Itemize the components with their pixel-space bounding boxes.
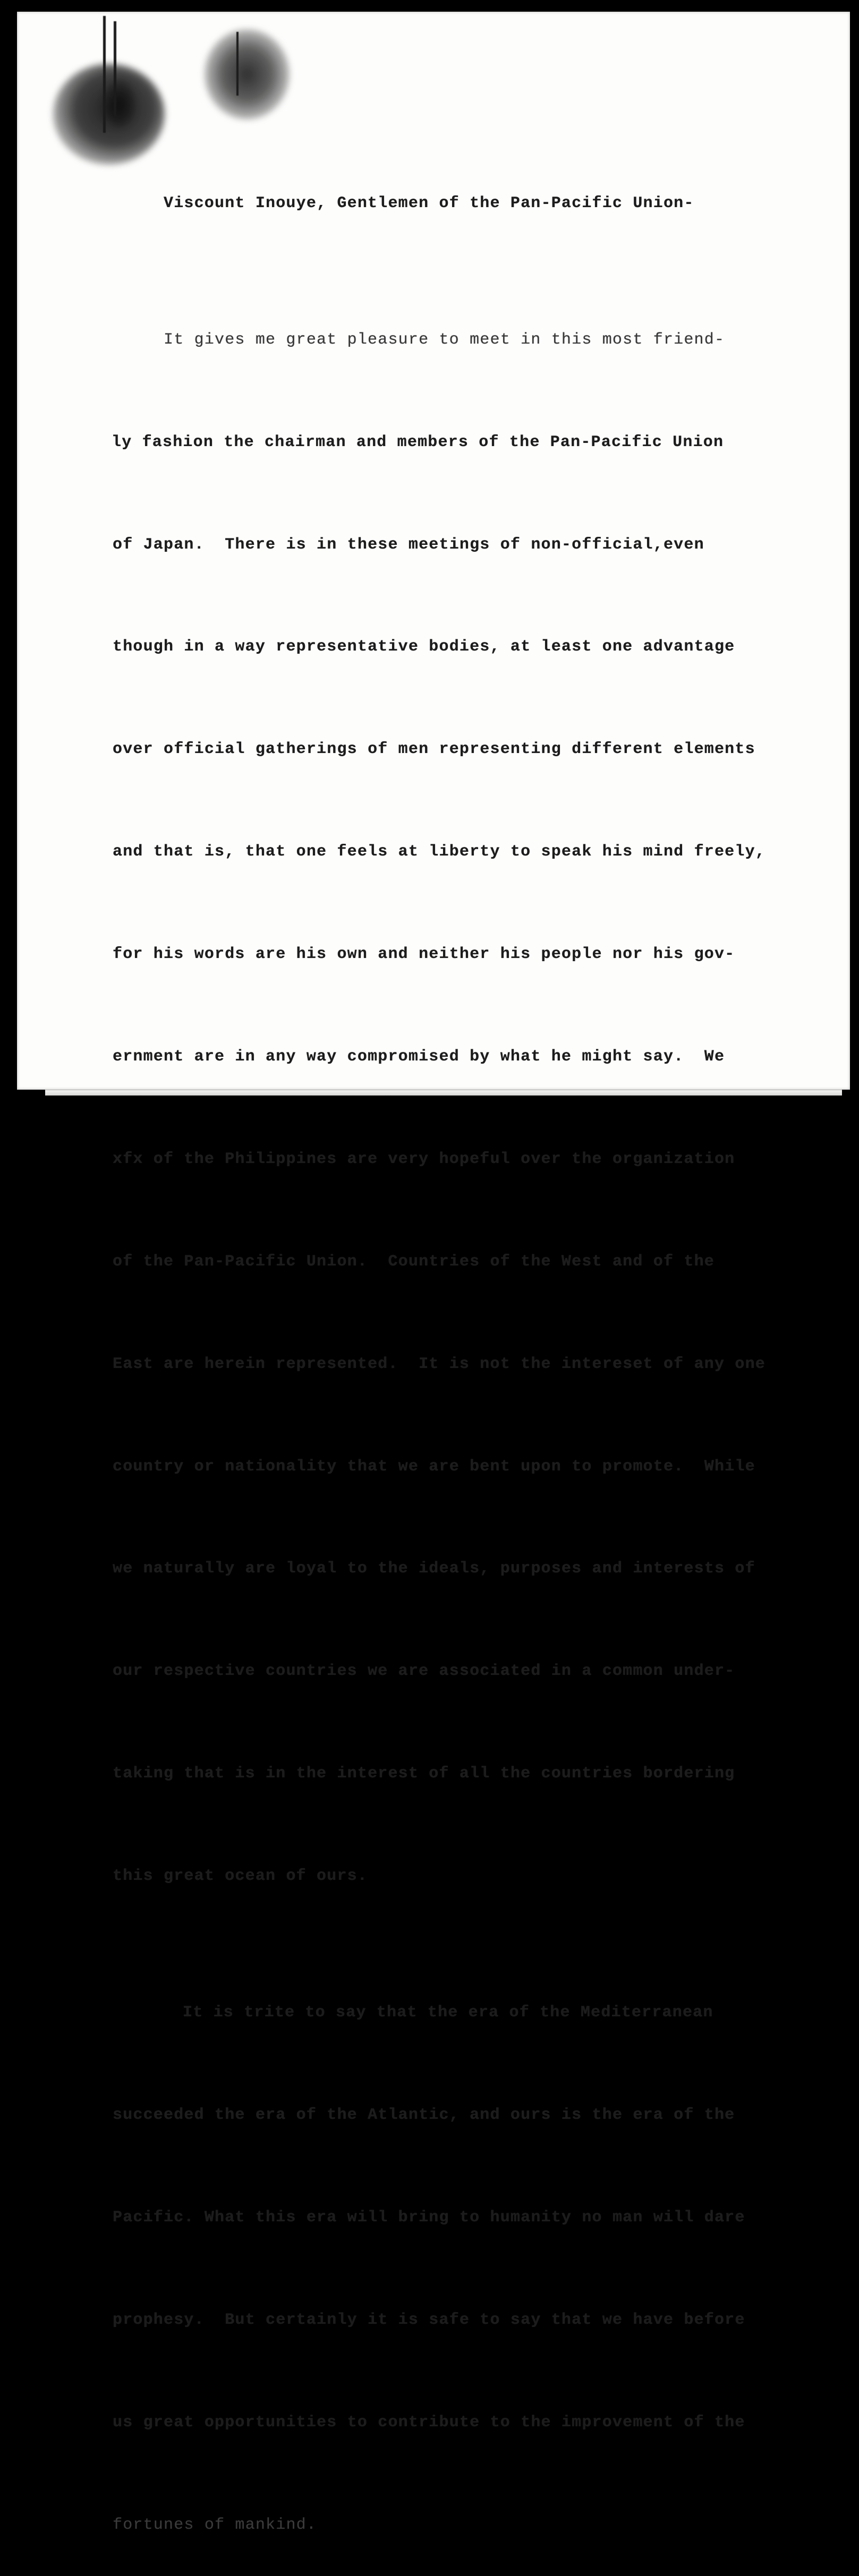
paragraph-line: ly fashion the chairman and members of the Pan-Pacific Union [112,433,724,451]
paragraph-line: prophesy. But certainly it is safe to say that we have before [113,2311,745,2329]
typed-letter-body [113,118,782,2576]
ink-drip [114,21,116,117]
paragraph-line: our respective countries we are associated in a common under- [113,1662,735,1681]
paragraph-line: us great opportunities to contribute to the improvement of the [113,2413,745,2432]
paragraph-line: we naturally are loyal to the ideals, purposes and interests of [113,1560,755,1578]
ink-drip [103,16,106,133]
paragraph-line: It gives me great pleasure to meet in this most friend- [164,330,725,349]
paragraph-line: taking that is in the interest of all the countries bordering [113,1765,735,1783]
paragraph-line: country or nationality that we are bent upon to promote. While [113,1457,755,1476]
paragraph-line: It is trite to say that the era of the Mediterranean [183,2004,713,2022]
paragraph-line: for his words are his own and neither his people nor his gov- [113,945,735,964]
paragraph-line: succeeded the era of the Atlantic, and ours is the era of the [113,2106,735,2125]
paragraph-line: though in a way representative bodies, at least one advantage [113,638,735,656]
paragraph-line: xfx of the Philippines are very hopeful over the organization [113,1150,735,1168]
paragraph-line: and that is, that one feels at liberty to speak his mind freely, [113,843,766,861]
paragraph-line: East are herein represented. It is not the intereset of any one [113,1355,766,1373]
paragraph-line: over official gatherings of men representing different elements [113,740,755,759]
salutation: Viscount Inouye, Gentlemen of the Pan-Pacific Union- [164,194,694,212]
ink-drip [236,32,239,96]
paragraph-line: this great ocean of ours. [113,1867,368,1886]
paragraph-line: of the Pan-Pacific Union. Countries of the West and of the [113,1252,715,1271]
paragraph-line: Pacific. What this era will bring to humanity no man will dare [113,2209,745,2227]
paragraph-line: of Japan. There is in these meetings of non-official,even [113,535,704,554]
paragraph-line: ernment are in any way compromised by what he might say. We [113,1048,725,1066]
paragraph-line: fortunes of mankind. [113,2515,317,2534]
